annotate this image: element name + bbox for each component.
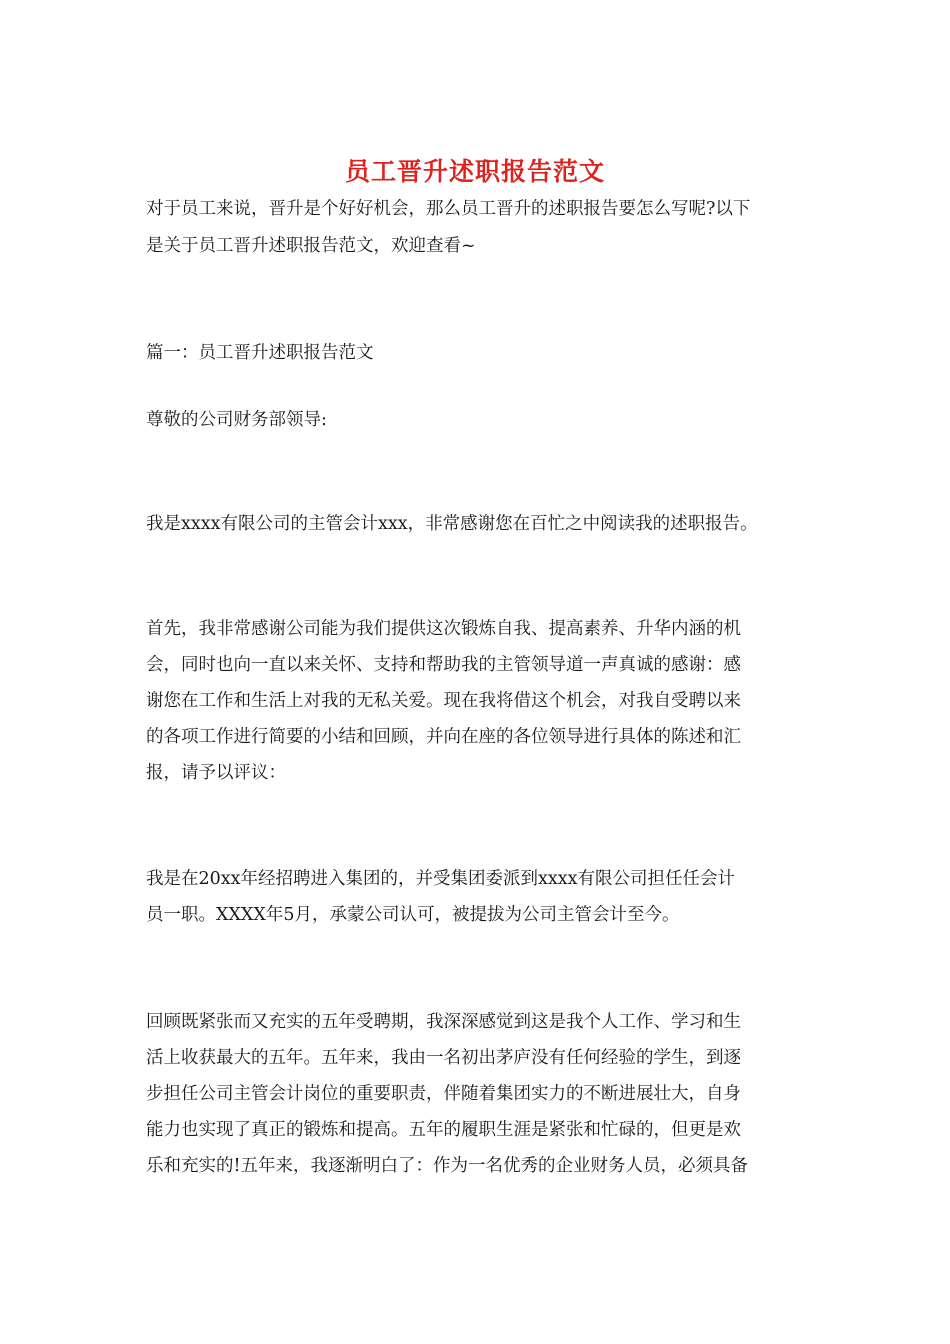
body-line: 首先，我非常感谢公司能为我们提供这次锻炼自我、提高素养、升华内涵的机 [146,619,741,639]
section-heading: 篇一：员工晋升述职报告范文 [146,343,374,363]
body-line: 的各项工作进行简要的小结和回顾，并向在座的各位领导进行具体的陈述和汇 [146,727,741,747]
salutation: 尊敬的公司财务部领导: [146,410,327,430]
body-line: 对于员工来说，晋升是个好好机会，那么员工晋升的述职报告要怎么写呢?以下 [146,199,751,219]
body-line: 活上收获最大的五年。五年来，我由一名初出茅庐没有任何经验的学生，到逐 [146,1048,741,1068]
body-line: 会，同时也向一直以来关怀、支持和帮助我的主管领导道一声真诚的感谢：感 [146,655,741,675]
body-line: 回顾既紧张而又充实的五年受聘期，我深深感觉到这是我个人工作、学习和生 [146,1012,741,1032]
body-line: 谢您在工作和生活上对我的无私关爱。现在我将借这个机会，对我自受聘以来 [146,691,741,711]
body-line: 我是在20xx年经招聘进入集团的，并受集团委派到xxxx有限公司担任任会计 [146,869,735,889]
body-line: 是关于员工晋升述职报告范文，欢迎查看~ [146,236,476,256]
body-line: 我是xxxx有限公司的主管会计xxx，非常感谢您在百忙之中阅读我的述职报告。 [146,514,758,534]
body-line: 步担任公司主管会计岗位的重要职责，伴随着集团实力的不断进展壮大，自身 [146,1084,741,1104]
body-line: 员一职。XXXX年5月，承蒙公司认可，被提拔为公司主管会计至今。 [146,905,680,925]
body-line: 报，请予以评议： [146,763,286,783]
body-line: 乐和充实的!五年来，我逐渐明白了：作为一名优秀的企业财务人员，必须具备 [146,1156,749,1176]
body-line: 能力也实现了真正的锻炼和提高。五年的履职生涯是紧张和忙碌的，但更是欢 [146,1120,741,1140]
document-title: 员工晋升述职报告范文 [344,157,605,186]
